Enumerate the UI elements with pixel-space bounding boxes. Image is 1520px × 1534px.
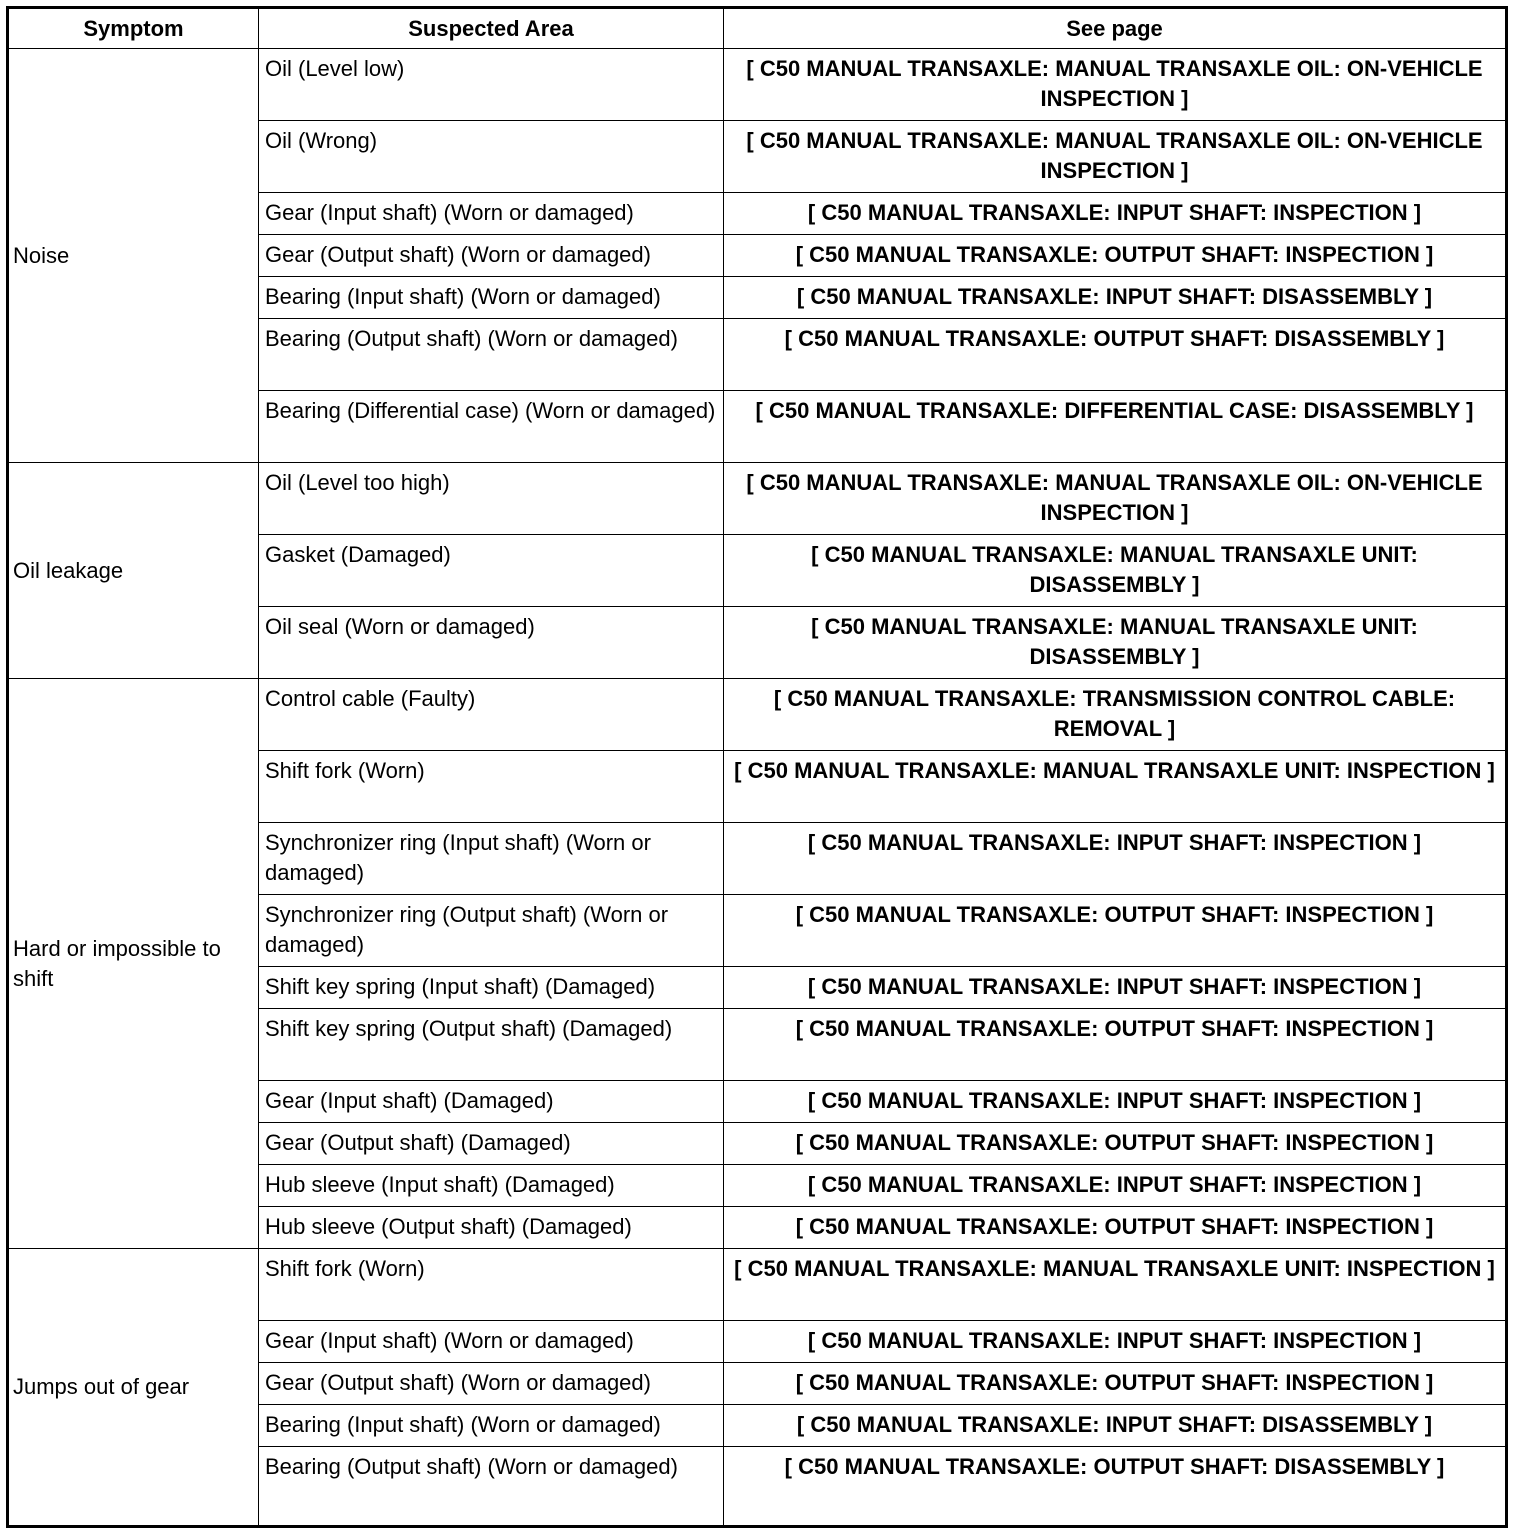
suspected-area-cell: Bearing (Differential case) (Worn or damaged) — [259, 391, 724, 463]
suspected-area-cell: Oil seal (Worn or damaged) — [259, 607, 724, 679]
suspected-area-cell: Hub sleeve (Input shaft) (Damaged) — [259, 1165, 724, 1207]
suspected-area-cell: Bearing (Output shaft) (Worn or damaged) — [259, 319, 724, 391]
see-page-link[interactable]: [ C50 MANUAL TRANSAXLE: INPUT SHAFT: DISASSEMBLY ] — [724, 277, 1505, 319]
see-page-link[interactable]: [ C50 MANUAL TRANSAXLE: OUTPUT SHAFT: INSPECTION ] — [724, 1009, 1505, 1081]
suspected-area-cell: Gear (Output shaft) (Worn or damaged) — [259, 1363, 724, 1405]
suspected-area-cell: Gasket (Damaged) — [259, 535, 724, 607]
suspected-area-cell: Gear (Output shaft) (Damaged) — [259, 1123, 724, 1165]
see-page-link[interactable]: [ C50 MANUAL TRANSAXLE: INPUT SHAFT: INSPECTION ] — [724, 1165, 1505, 1207]
suspected-area-cell: Synchronizer ring (Output shaft) (Worn or damaged) — [259, 895, 724, 967]
suspected-area-cell: Synchronizer ring (Input shaft) (Worn or damaged) — [259, 823, 724, 895]
troubleshooting-table — [6, 6, 1508, 1528]
symptom-cell: Oil leakage — [9, 463, 259, 679]
see-page-link[interactable]: [ C50 MANUAL TRANSAXLE: MANUAL TRANSAXLE OIL: ON-VEHICLE INSPECTION ] — [724, 121, 1505, 193]
see-page-link[interactable]: [ C50 MANUAL TRANSAXLE: INPUT SHAFT: INSPECTION ] — [724, 1081, 1505, 1123]
suspected-area-cell: Shift fork (Worn) — [259, 1249, 724, 1321]
symptom-cell: Hard or impossible to shift — [9, 679, 259, 1249]
suspected-area-cell: Shift fork (Worn) — [259, 751, 724, 823]
suspected-area-cell: Gear (Input shaft) (Worn or damaged) — [259, 193, 724, 235]
see-page-link[interactable]: [ C50 MANUAL TRANSAXLE: MANUAL TRANSAXLE UNIT: DISASSEMBLY ] — [724, 535, 1505, 607]
see-page-link[interactable]: [ C50 MANUAL TRANSAXLE: OUTPUT SHAFT: INSPECTION ] — [724, 895, 1505, 967]
see-page-link[interactable]: [ C50 MANUAL TRANSAXLE: OUTPUT SHAFT: INSPECTION ] — [724, 1363, 1505, 1405]
see-page-link[interactable]: [ C50 MANUAL TRANSAXLE: MANUAL TRANSAXLE UNIT: DISASSEMBLY ] — [724, 607, 1505, 679]
see-page-link[interactable]: [ C50 MANUAL TRANSAXLE: INPUT SHAFT: INSPECTION ] — [724, 193, 1505, 235]
see-page-link[interactable]: [ C50 MANUAL TRANSAXLE: MANUAL TRANSAXLE OIL: ON-VEHICLE INSPECTION ] — [724, 463, 1505, 535]
suspected-area-cell: Control cable (Faulty) — [259, 679, 724, 751]
header-suspected-area: Suspected Area — [259, 9, 724, 49]
suspected-area-cell: Gear (Output shaft) (Worn or damaged) — [259, 235, 724, 277]
see-page-link[interactable]: [ C50 MANUAL TRANSAXLE: INPUT SHAFT: INSPECTION ] — [724, 823, 1505, 895]
see-page-link[interactable]: [ C50 MANUAL TRANSAXLE: OUTPUT SHAFT: INSPECTION ] — [724, 1207, 1505, 1249]
symptom-cell: Noise — [9, 49, 259, 463]
suspected-area-cell: Shift key spring (Output shaft) (Damaged) — [259, 1009, 724, 1081]
suspected-area-cell: Bearing (Input shaft) (Worn or damaged) — [259, 1405, 724, 1447]
see-page-link[interactable]: [ C50 MANUAL TRANSAXLE: INPUT SHAFT: INSPECTION ] — [724, 967, 1505, 1009]
see-page-link[interactable]: [ C50 MANUAL TRANSAXLE: MANUAL TRANSAXLE OIL: ON-VEHICLE INSPECTION ] — [724, 49, 1505, 121]
header-symptom: Symptom — [9, 9, 259, 49]
suspected-area-cell: Hub sleeve (Output shaft) (Damaged) — [259, 1207, 724, 1249]
suspected-area-cell: Gear (Input shaft) (Worn or damaged) — [259, 1321, 724, 1363]
suspected-area-cell: Bearing (Output shaft) (Worn or damaged) — [259, 1447, 724, 1525]
header-see-page: See page — [724, 9, 1505, 49]
see-page-link[interactable]: [ C50 MANUAL TRANSAXLE: OUTPUT SHAFT: DISASSEMBLY ] — [784, 1454, 1445, 1479]
suspected-area-cell: Shift key spring (Input shaft) (Damaged) — [259, 967, 724, 1009]
see-page-link[interactable]: [ C50 MANUAL TRANSAXLE: MANUAL TRANSAXLE UNIT: INSPECTION ] — [724, 751, 1505, 823]
see-page-link[interactable]: [ C50 MANUAL TRANSAXLE: OUTPUT SHAFT: DISASSEMBLY ] — [724, 319, 1505, 391]
see-page-link[interactable]: [ C50 MANUAL TRANSAXLE: DIFFERENTIAL CASE: DISASSEMBLY ] — [724, 391, 1505, 463]
suspected-area-cell: Bearing (Input shaft) (Worn or damaged) — [259, 277, 724, 319]
suspected-area-cell: Oil (Level low) — [259, 49, 724, 121]
see-page-link[interactable]: [ C50 MANUAL TRANSAXLE: INPUT SHAFT: INSPECTION ] — [724, 1321, 1505, 1363]
see-page-link[interactable]: [ C50 MANUAL TRANSAXLE: OUTPUT SHAFT: INSPECTION ] — [724, 1123, 1505, 1165]
see-page-link[interactable]: [ C50 MANUAL TRANSAXLE: MANUAL TRANSAXLE UNIT: INSPECTION ] — [724, 1249, 1505, 1321]
suspected-area-cell: Oil (Level too high) — [259, 463, 724, 535]
see-page-link[interactable]: [ C50 MANUAL TRANSAXLE: TRANSMISSION CONTROL CABLE: REMOVAL ] — [724, 679, 1505, 751]
suspected-area-cell: Gear (Input shaft) (Damaged) — [259, 1081, 724, 1123]
see-page-link[interactable]: [ C50 MANUAL TRANSAXLE: INPUT SHAFT: DISASSEMBLY ] — [724, 1405, 1505, 1447]
see-page-link[interactable]: [ C50 MANUAL TRANSAXLE: OUTPUT SHAFT: INSPECTION ] — [724, 235, 1505, 277]
symptom-cell: Jumps out of gear — [9, 1249, 259, 1525]
suspected-area-cell: Oil (Wrong) — [259, 121, 724, 193]
